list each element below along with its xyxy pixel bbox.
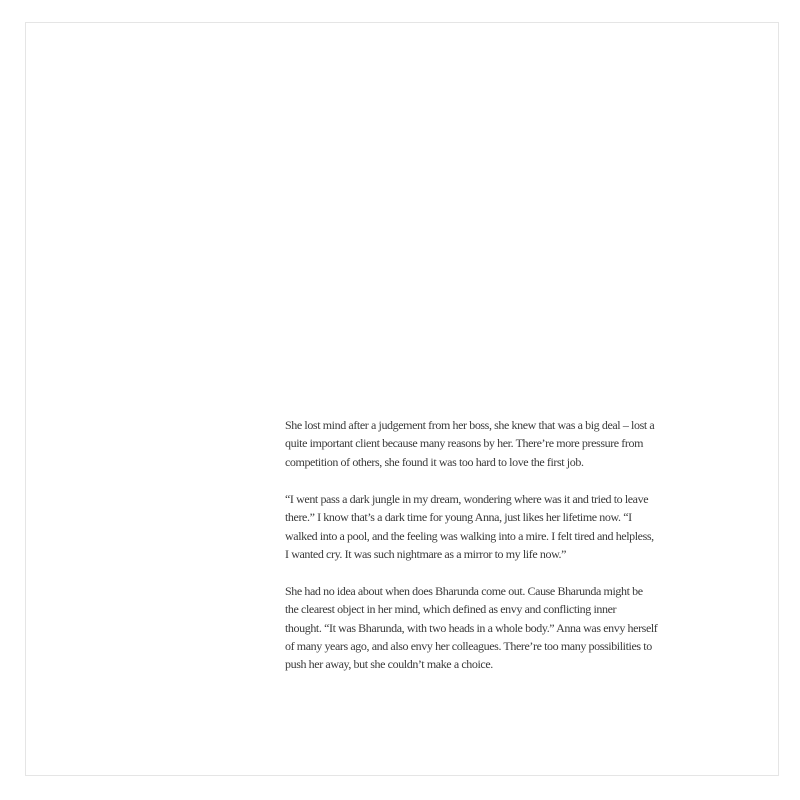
text-line: of many years ago, and also envy her colleagues. There’re too many possibilities to [285, 639, 652, 654]
text-line: quite important client because many reasons by her. There’re more pressure from [285, 436, 644, 451]
text-line: competition of others, she found it was too hard to love the first job. [285, 454, 584, 469]
text-line: thought. “It was Bharunda, with two heads in a whole body.” Anna was envy herself [285, 620, 658, 635]
text-line: walked into a pool, and the feeling was walking into a mire. I felt tired and helpless, [285, 528, 654, 543]
paragraph-3 [285, 582, 680, 674]
text-line: the clearest object in her mind, which defined as envy and conflicting inner [285, 602, 617, 617]
text-line: I wanted cry. It was such nightmare as a mirror to my life now.” [285, 546, 567, 561]
text-line: She had no idea about when does Bharunda come out. Cause Bharunda might be [285, 583, 643, 598]
text-line: there.” I know that’s a dark time for young Anna, just likes her lifetime now. “I [285, 510, 632, 525]
text-line: She lost mind after a judgement from her boss, she knew that was a big deal – lost a [285, 418, 655, 432]
text-line: push her away, but she couldn’t make a choice. [285, 657, 493, 672]
paragraph-1 [285, 416, 680, 471]
text-line: “I went pass a dark jungle in my dream, wondering where was it and tried to leave [285, 491, 649, 506]
story-text-block [285, 416, 680, 674]
paragraph-2 [285, 490, 680, 564]
